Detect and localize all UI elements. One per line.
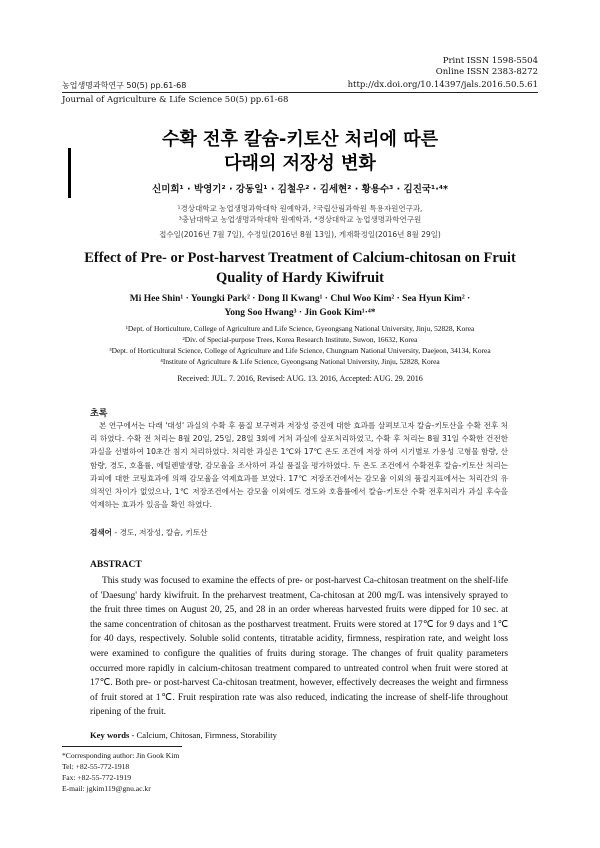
- journal-ko: 농업생명과학연구 50(5) pp.61-68: [62, 81, 187, 90]
- authors-ko: 신미희¹ · 박영기² · 강동일¹ · 김철우² · 김세현² · 황용수³ · 김진국¹·⁴*: [152, 184, 448, 195]
- authors-en-line2: Yong Soo Hwang³ · Jin Gook Kim¹·⁴*: [224, 308, 376, 318]
- title-en-line2: Quality of Hardy Kiwifruit: [216, 270, 384, 286]
- footnote-corresponding: *Corresponding author: Jin Gook Kim: [62, 751, 180, 760]
- footnote-rule: [62, 746, 182, 747]
- abstract-ko-heading: 초록: [90, 409, 108, 419]
- affiliation-en-1: ¹Dept. of Horticulture, College of Agriculture and Life Science, Gyeongsang National University, Jinju, 52828, Korea: [125, 324, 475, 333]
- authors-en-line1: Mi Hee Shin¹ · Youngki Park² · Dong Il Kwang¹ · Chul Woo Kim² · Sea Hyun Kim² ·: [129, 294, 471, 304]
- abstract-en-text: This study was focused to examine the effects of pre- or post-harvest Ca-chitosan treatment on the shelf-life of 'Daesung' hardy kiwifruit. In the preharvest treatment, Ca-chitosan at 200 mg/L was intensively sprayed to the fruit three times on August 20, 25, and 28 in an order whereas harvested fruits were dipped for 10 sec. at the same concentration of chitosan as the postharvest treatment. Fruits were stored at 17℃ for 9 days and 1℃ for 40 days, respectively. Soluble solid contents, titratable acidity, firmness, respiration rate, and weight loss were examined to configure the qualities of fruits during storage. The changes of fruit quality parameters occurred more rapidly in calcium-chitosan treatment compared to untreated control when fruit were stored at 17℃. Both pre- or post-harvest Ca-chitosan treatment, however, effectively decreases the weight and firmness of fruit stored at 1℃. Fruit respiration rate was also reduced, indicating the increase of shelf-life throughout ripening of the fruit.: [90, 576, 508, 718]
- affiliations-ko-line2: ³충남대학교 농업생명과학대학 원예학과, ⁴경상대학교 농업생명과학연구원: [178, 215, 422, 224]
- keywords-en-values: - Calcium, Chitosan, Firmness, Storability: [129, 730, 277, 740]
- keywords-ko-label: 검색어: [90, 528, 113, 537]
- abstract-en-heading: ABSTRACT: [90, 560, 142, 570]
- title-en-line1: Effect of Pre- or Post-harvest Treatment of Calcium-chitosan on Fruit: [84, 250, 516, 266]
- footnote-email[interactable]: E-mail: jgkim119@gnu.ac.kr: [62, 784, 151, 793]
- dates-ko: 접수일(2016년 7월 7일), 수정일(2016년 8월 13일), 게재확정일(2016년 8월 29일): [159, 230, 441, 239]
- abstract-ko-text: 본 연구에서는 다래 '대성' 과실의 수확 후 품질 보구력과 저장성 증진에 대한 효과를 살펴보고자 칼슘-키토산을 수확 전후 처리 하였다. 수확 전 처리는 8월 20일, 25일, 28일 3회에 거쳐 과실에 살포처리하였고, 수확 후 처리는 8월 31일 수확한 건전한 과실을 선별하여 10초간 침지 처리하였다. 처리한 과실은 1℃와 17℃ 온도 조건에 저장 하여 시기별로 가용성 고형물 함량, 산함량, 경도, 호흡률, 에틸렌발생량, 감모율을 조사하여 과실 품질을 평가하였다. 두 온도 조건에서 수확전후 칼슘-키토산 처리는 과피에 대한 코팅효과에 의해 감모율을 억제효과를 보였다. 17℃ 저장조건에서는 감모율 이외의 품질지표에서는 처리간의 유의적인 차이가 없었으나, 1℃ 저장조건에서는 감모율 이외에도 경도와 호흡률에서 칼슘-키토산 수확 전후처리가 과실 후숙을 억제하는 효과가 있음을 확인 하였다.: [90, 421, 508, 510]
- footnote-fax: Fax: +82-55-772-1919: [62, 773, 132, 782]
- keywords-en-label: Key words: [90, 730, 130, 740]
- title-ko-line2: 다래의 저장성 변화: [224, 153, 376, 174]
- print-issn: Print ISSN 1598-5504: [442, 56, 538, 66]
- affiliation-en-3: ³Dept. of Horticultural Science, College of Agriculture and Life Science, Chungnam National University, Daejeon, 34134, Korea: [109, 346, 491, 355]
- keywords-ko-values: - 경도, 저장성, 칼슘, 키토산: [112, 528, 208, 537]
- affiliation-en-2: ²Div. of Special-purpose Trees, Korea Research Institute, Suwon, 16632, Korea: [182, 335, 418, 344]
- affiliation-en-4: ⁴Institute of Agriculture & Life Science, Gyeongsang National University, Jinju, 52828, Korea: [160, 357, 440, 366]
- doi-link[interactable]: http://dx.doi.org/10.14397/jals.2016.50.5.61: [347, 80, 538, 90]
- affiliations-ko-line1: ¹경상대학교 농업생명과학대학 원예학과, ²국립산림과학원 특용자원연구과,: [177, 204, 423, 213]
- keywords-en: [90, 730, 277, 740]
- footnote-tel: Tel: +82-55-772-1918: [62, 762, 130, 771]
- online-issn: Online ISSN 2383-8272: [435, 67, 538, 77]
- title-ko-line1: 수확 전후 칼슘-키토산 처리에 따른: [162, 129, 438, 150]
- dates-en: Received: JUL. 7. 2016, Revised: AUG. 13. 2016, Accepted: AUG. 29. 2016: [177, 374, 423, 383]
- journal-en: Journal of Agriculture & Life Science 50(5) pp.61-68: [62, 95, 289, 105]
- keywords-ko: [90, 527, 207, 538]
- header-rule: [62, 92, 538, 93]
